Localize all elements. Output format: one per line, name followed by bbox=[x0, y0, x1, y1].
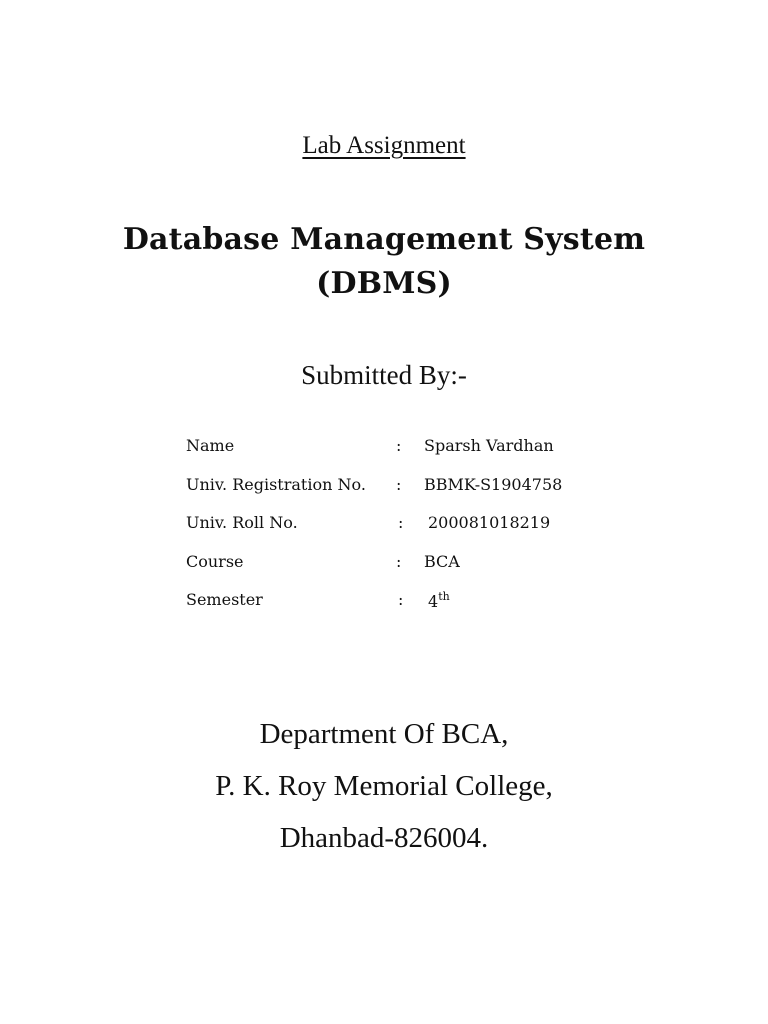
department-block bbox=[0, 708, 768, 864]
semester-number: 4 bbox=[428, 592, 439, 611]
document-title bbox=[0, 218, 768, 306]
city-line: Dhanbad-826004. bbox=[279, 822, 489, 854]
detail-label: Semester bbox=[186, 590, 263, 609]
detail-value: BBMK-S1904758 bbox=[424, 474, 563, 494]
detail-value: BCA bbox=[424, 551, 460, 571]
detail-value: Sparsh Vardhan bbox=[424, 436, 554, 455]
lab-assignment-heading: Lab Assignment bbox=[302, 132, 466, 159]
submitted-by-heading: Submitted By:- bbox=[301, 360, 467, 390]
detail-separator: : bbox=[396, 551, 402, 571]
detail-row-course bbox=[186, 552, 606, 591]
detail-label: Course bbox=[186, 551, 244, 571]
title-line-2: (DBMS) bbox=[316, 266, 452, 301]
detail-row-roll-no bbox=[186, 513, 606, 552]
detail-row-registration bbox=[186, 475, 606, 514]
college-line: P. K. Roy Memorial College, bbox=[215, 770, 553, 802]
detail-value bbox=[428, 590, 450, 611]
detail-separator: : bbox=[398, 590, 404, 609]
title-line-1: Database Management System bbox=[122, 222, 646, 257]
department-line: Department Of BCA, bbox=[259, 718, 509, 750]
detail-label: Univ. Registration No. bbox=[186, 474, 366, 494]
detail-label: Name bbox=[186, 436, 235, 455]
detail-value: 200081018219 bbox=[428, 513, 551, 532]
detail-separator: : bbox=[396, 474, 402, 494]
semester-suffix: th bbox=[438, 590, 450, 603]
detail-separator: : bbox=[396, 436, 402, 455]
detail-label: Univ. Roll No. bbox=[186, 513, 298, 532]
detail-row-semester bbox=[186, 590, 606, 629]
student-details bbox=[186, 436, 606, 629]
detail-separator: : bbox=[398, 513, 404, 532]
detail-row-name bbox=[186, 436, 606, 475]
